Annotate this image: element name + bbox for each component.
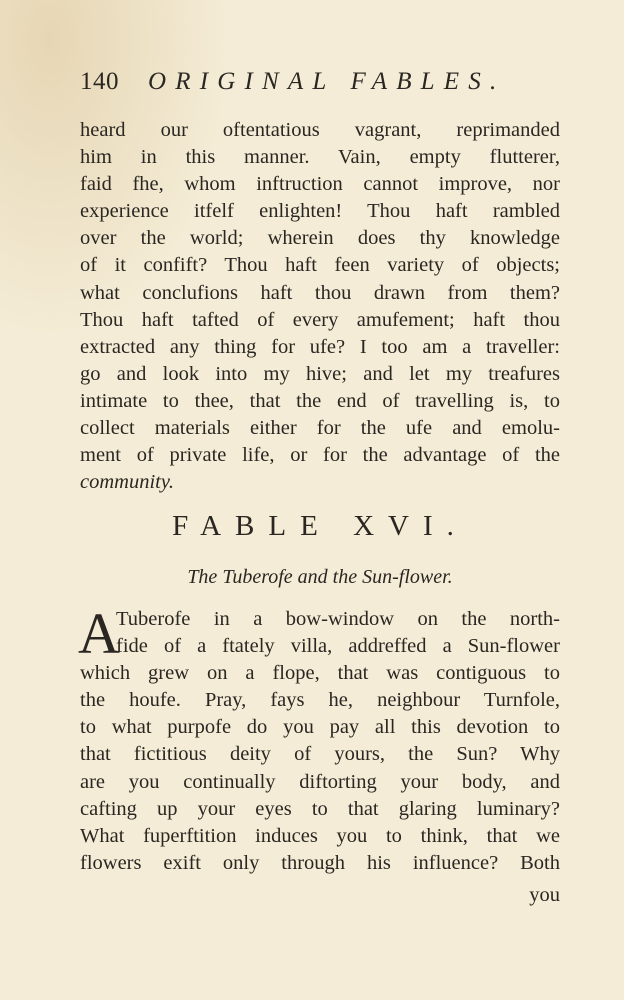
fable-heading: FABLE XVI. [172,510,468,542]
text-line: collect materials either for the ufe and emolu- [80,417,560,440]
paragraph-1 [80,117,560,496]
text-line: what conclufions haft thou drawn from them? [80,281,560,304]
text-line: Tuberofe in a bow-window on the north- [116,608,560,630]
text-line: fide of a ftately villa, addreffed a Sun-flower [116,635,560,658]
paragraph-2 [78,601,560,877]
text-line: cafting up your eyes to that glaring luminary? [80,797,560,820]
page-number: 140 [80,68,119,95]
text-line: faid fhe, whom inftruction cannot improve, nor [80,173,560,196]
text-line: which grew on a flope, that was contiguous to [80,662,560,685]
text-line: over the world; wherein does thy knowledge [80,227,560,250]
running-head: ORIGINAL FABLES. [148,68,506,95]
text-line: the houfe. Pray, fays he, neighbour Turnfole, [80,689,560,712]
text-line: flowers exift only through his influence? Both [80,851,560,874]
drop-cap: A [78,601,120,666]
text-line: Thou haft tafted of every amufement; haft thou [80,308,560,331]
text-line: experience itfelf enlighten! Thou haft rambled [80,200,560,223]
text-line: heard our oftentatious vagrant, reprimanded [80,119,560,141]
text-line: community. [80,471,174,494]
text-line: ment of private life, or for the advantage of the [80,444,560,467]
text-line: are you continually diftorting your body, and [80,770,560,793]
text-line: intimate to thee, that the end of travelling is, to [80,389,560,412]
text-line: that fictitious deity of yours, the Sun? Why [80,743,560,766]
text-line: him in this manner. Vain, empty flutterer, [80,146,560,169]
text-line: to what purpofe do you pay all this devotion to [80,716,560,739]
text-line: What fuperftition induces you to think, that we [80,824,560,847]
fable-title: The Tuberofe and the Sun-flower. [187,566,453,588]
text-line: go and look into my hive; and let my treafures [80,362,560,385]
text-line: of it confift? Thou haft feen variety of objects; [80,254,560,277]
page-header [80,66,558,102]
text-line: extracted any thing for ufe? I too am a traveller: [80,335,560,358]
catchword: you [529,884,560,906]
